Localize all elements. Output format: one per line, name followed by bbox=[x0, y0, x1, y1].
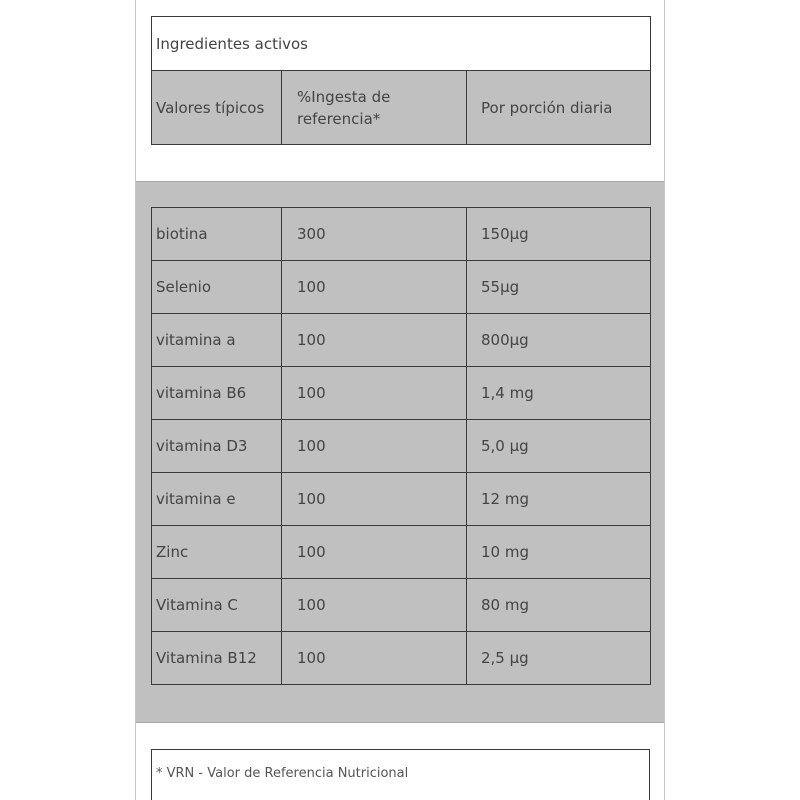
footnote-box bbox=[151, 749, 650, 800]
table-row bbox=[152, 261, 651, 314]
portion-value: 800µg bbox=[467, 314, 651, 367]
reference-intake-value: 300 bbox=[282, 208, 467, 261]
portion-value: 55µg bbox=[467, 261, 651, 314]
table-title: Ingredientes activos bbox=[152, 17, 651, 71]
nutrient-name: Vitamina B12 bbox=[152, 632, 282, 685]
reference-intake-value: 100 bbox=[282, 473, 467, 526]
portion-value: 150µg bbox=[467, 208, 651, 261]
nutrient-name: Vitamina C bbox=[152, 579, 282, 632]
table-row bbox=[152, 473, 651, 526]
table-row bbox=[152, 632, 651, 685]
table-row bbox=[152, 314, 651, 367]
column-header-daily-portion: Por porción diaria bbox=[467, 71, 651, 145]
reference-intake-value: 100 bbox=[282, 526, 467, 579]
nutrients-table bbox=[151, 207, 651, 685]
table-row bbox=[152, 208, 651, 261]
reference-intake-value: 100 bbox=[282, 261, 467, 314]
nutrient-name: Selenio bbox=[152, 261, 282, 314]
table-row bbox=[152, 367, 651, 420]
reference-intake-value: 100 bbox=[282, 420, 467, 473]
portion-value: 5,0 µg bbox=[467, 420, 651, 473]
nutrient-name: vitamina D3 bbox=[152, 420, 282, 473]
portion-value: 1,4 mg bbox=[467, 367, 651, 420]
table-row bbox=[152, 420, 651, 473]
content-column bbox=[135, 0, 665, 800]
footnote-text: * VRN - Valor de Referencia Nutricional bbox=[156, 766, 409, 781]
nutrient-name: biotina bbox=[152, 208, 282, 261]
portion-value: 10 mg bbox=[467, 526, 651, 579]
reference-intake-value: 100 bbox=[282, 314, 467, 367]
nutrient-name: Zinc bbox=[152, 526, 282, 579]
nutrient-name: vitamina B6 bbox=[152, 367, 282, 420]
portion-value: 2,5 µg bbox=[467, 632, 651, 685]
reference-intake-value: 100 bbox=[282, 579, 467, 632]
reference-intake-value: 100 bbox=[282, 367, 467, 420]
header-section bbox=[136, 0, 664, 181]
portion-value: 12 mg bbox=[467, 473, 651, 526]
column-header-typical-values: Valores típicos bbox=[152, 71, 282, 145]
header-table bbox=[151, 16, 651, 145]
column-header-row bbox=[152, 71, 651, 145]
table-row bbox=[152, 526, 651, 579]
nutrient-name: vitamina e bbox=[152, 473, 282, 526]
table-row bbox=[152, 579, 651, 632]
reference-intake-value: 100 bbox=[282, 632, 467, 685]
table-title-row bbox=[152, 17, 651, 71]
nutrient-name: vitamina a bbox=[152, 314, 282, 367]
portion-value: 80 mg bbox=[467, 579, 651, 632]
nutrients-section bbox=[136, 181, 664, 723]
column-header-reference-intake: %Ingesta de referencia* bbox=[282, 71, 467, 145]
